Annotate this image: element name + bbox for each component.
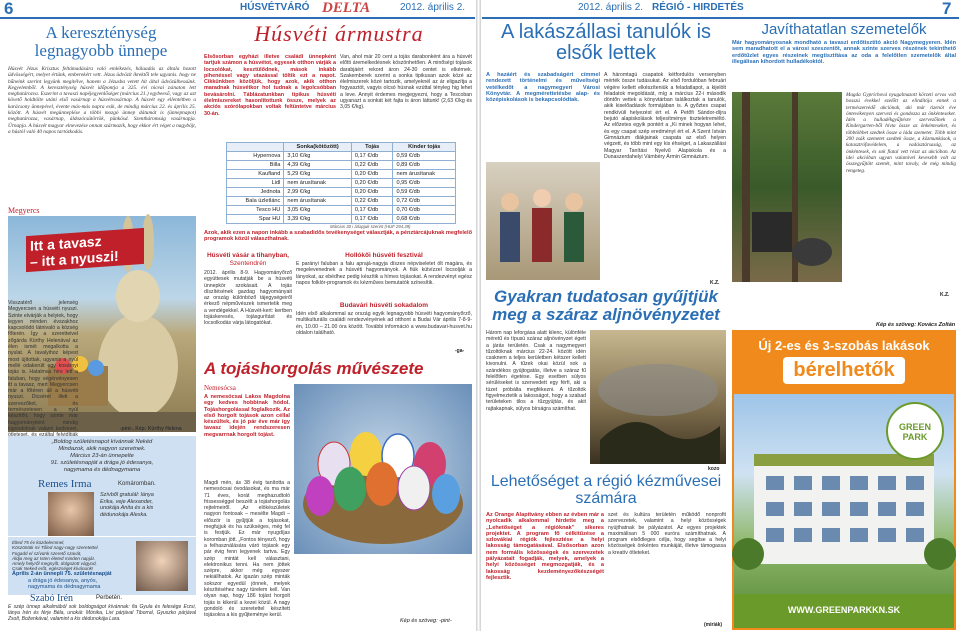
price-table-header: Sonka(kötözött)	[284, 143, 352, 152]
memorial-role: nagymama és dédnagymama	[28, 584, 101, 590]
price-table-header: Tojás	[351, 143, 393, 152]
verse-line: Élted 75 év küzdelemmel,	[12, 540, 65, 545]
opportunity-lead: Az Orange Alapítvány ebben az évben már a nyolcadik alkalommal hirdette meg a „Lehetőséget a régióknak” sikeres projektet. A program fő célkitűzése a szlovákiai régiók fejlesztése a helyi lakosság támogatásával. Elsősorban azon nem formális közösségek és szervezetek pályázatait fogadják, melyek, amelyek a helyi közösséget megmozgatják, és a lakosság kezdeményezőkészségét fejlesztik.	[486, 512, 604, 581]
budavari-signature: -ga-	[455, 348, 465, 354]
left-page-header	[0, 0, 475, 19]
table-row	[227, 197, 456, 206]
price-table-header	[227, 143, 284, 152]
litterers-photo-caption: Kép és szöveg: Kovács Zoltán	[876, 322, 956, 328]
egg-price: 0,22 €/db	[351, 161, 393, 170]
table-row	[227, 161, 456, 170]
page-gutter	[476, 0, 481, 631]
birthday-greeting	[12, 439, 192, 474]
wildfire-signature: kozo	[708, 466, 720, 472]
right-section-label: RÉGIÓ - HIRDETÉS	[652, 2, 744, 13]
left-page	[0, 0, 475, 631]
memorial-date-line: Április 2-án ünnepli 75. születésnapját	[12, 571, 112, 577]
opportunity-signature: (miriák)	[704, 622, 723, 628]
store-name: Billa	[227, 161, 284, 170]
egg-price: 0,17 €/db	[351, 215, 393, 224]
store-name: Bala üzletlánc	[227, 197, 284, 206]
memorial-dear: a drága jó édesanya, anyós,	[28, 578, 98, 584]
price-survey-body: Van, ahol már 20 cent a tojás darabonként ára a húsvét előtti áremelkedésnek köszönhetően. A minőségi tojások darabjáért rekord áron 24-30 centet is elkérnek. Szakemberek szerint a sonka tipikusan azok közé az élelmiszerek közé tartozik, amelyeknél az ár eligazítja a fogyasztót, vagyis olcsó húsnak ezúttal tényleg hig lehet a leve. Annyit érdemes megjegyezni, hogy a Tescoban ugyanazt a sonkát két fajta is áron láttunk! (2,63 €/kg és 3,05 €/kg).	[340, 54, 472, 111]
right-page-header	[482, 0, 959, 19]
egg-crochet-body: Magdi mén, ás 38 évig tanította a nemesócsai óvodásokat, és ma már 71 éves, korát meghazudtoló frissességgel beszélt a tojáshorgolás rejtelmeiről. „Az elökészületek nagyon fontosak – mesélte Magdi – először is gyűjtjük a tojásokat, megfujjuk és ha szükséges, még fel is festjük. Ez már nyugdíjas koromban jött. „Fontos tényező, hogy a felhasználására váró tojások egy pár évig fenn legyenek tartva. Egy szép mintát kell választani, elektronikus tenni. Ha nem jöttek szépre, akkor még egyszer nekiállhatok. Az igazán szép minták sokszor egyedül jönnek, melyek készítéséhez nagy türelem kell. Van olyan nap, hogy 186 tojást horgolt tojás is kikerül a kezei közül. A nagy gondoló és szeretettel készített tojásokra a kis gyűjteménye kerül.	[204, 480, 290, 619]
right-issue-date: 2012. április 2.	[578, 2, 644, 13]
store-name: Lidl	[227, 179, 284, 188]
crocheted-eggs-photo	[294, 384, 472, 554]
apartment-building-rendering	[734, 394, 954, 594]
memorial-place: Perbetén.	[96, 595, 123, 601]
forest-illustration	[732, 92, 842, 282]
green-park-logo: GREEN PARK	[886, 402, 944, 460]
students-headline: A lakászállasi tanulók is elsők lettek	[500, 21, 712, 64]
event-body-budavari: Idén első alkalommal az ország egyik legnagyobb húsvéti hagyományőrző, multikulturális családi rendezvényének ad otthont a Budai Vár április 7-8-9-én, 10.00 – 21.00 óra között. További információ a www.budavari-husvet.hu oldalon található.	[296, 311, 472, 336]
egg-crochet-lead: A nemesócsai Lakos Magdolna egy kedves hobbinak hódol. Tojáshorgolással foglalkozik. Az első horgolt tojások azon céllal készültek, és jó pár éve már így tavasz idején rendszeresen megvarrnak horgolt tojást.	[204, 394, 290, 438]
store-name: Spar HU	[227, 215, 284, 224]
birthday-line: 91. születésnapját a drága jó édesanya,	[50, 460, 154, 466]
egg-crochet-signature: Kép és szöveg: -pint-	[400, 618, 452, 624]
ham-price: nem árusítanak	[284, 179, 352, 188]
kinder-price: 0,72 €/db	[393, 197, 456, 206]
table-row	[227, 170, 456, 179]
birthday-line: „Boldog születésnapot kívánnak Nekéd	[51, 439, 153, 445]
celebrant-name: Remes Irma	[38, 478, 92, 490]
kinder-price: 0,59 €/db	[393, 188, 456, 197]
students-body: A háromtagú csapatok kétfordulós versenyben mérték össze tudásukat. Az első fordulóban februári végére kellett elkészíteniük a feladatlapot, a kijelölt feladatok megoldását, míg a március 22-i második döntőn vettek a könyvtárban találkoztak a tanulók, akik kiselőadások formájában is. A győztes csapat rendkívüli helyezést ért el. A Petőfi Sándor-díjra bejutó alapiskolások teljesítménye tiszteletreméltó. Az előzetes egyik pontért a „Ki minek hogyan lehet, és egy csapat szép eredményt ért el. A Szent István Gimnázium diákjainak csapata az első helyen végzett, és több mint egy kis éhséget, a Lakaszállási Magyar Tanítási Nyelvű Alapiskola és a Dunaszerdahelyi Vámbéry Ármin Gimnázium.	[604, 72, 726, 160]
christianity-body: Húsvét Jézus Krisztus feltámadására való emlékezés, hálaadás az általa hozott üdvösségért, melyet értünk, emberekért vett. Jézus üdvözít ikrektől tele ugyanis. hogy ne bűneink szerint legyünk megítélve, hanem a Jézusba vetett hit által üdvözülhessünk. Kegyelemből. A kereszténység húsvét időpontja a 325. évi niceai zsinaton lett meghatározva. Eszerint a tavaszi napéjegyenlőséget (március 21.) egybeeső, vagy az azt követő holdtölte utáni első vasárnap a húsvétvasárnap. A húsvét egy ellentétben a karácsony ünnepével, évente más-más napra esik, de mindig március 22. és április 25. között. A húsvét megünneplése a többi mozgó ünnep dátumát is (ünnepnapot) meghatározza, vasárnap, áldozócsütörtök, pünkösd. Szentháromság vasárnapja. Úrnapja. A húsvét magyar elnevezése onnan származik, hogy ekkor ért véget a nagyböjt, a hústól való 40 napos tartózkodás.	[8, 66, 196, 135]
memorial-name: Szabó Irén	[30, 593, 74, 604]
students-photo	[486, 162, 600, 280]
kinder-price: nem árusítanak	[393, 170, 456, 179]
kinder-price: 0,95 €/db	[393, 179, 456, 188]
verse-line: Csak Neked erőt, egészséget kívánunk!	[12, 566, 94, 572]
page-number: 6	[4, 0, 14, 18]
celebrant-place: Komáromban.	[118, 481, 156, 487]
wildfire-headline: Gyakran tudatosan gyűjtjük meg a száraz aljnövényzetet	[492, 287, 720, 324]
section-label: HÚSVÉTVÁRÓ	[240, 2, 310, 13]
celebrant-photo	[48, 492, 94, 536]
egg-price: 0,17 €/db	[351, 152, 393, 161]
ham-price: 4,39 €/kg	[284, 161, 352, 170]
nemesocsa-kicker: Nemesócsa	[204, 384, 236, 392]
ham-price: 5,29 €/kg	[284, 170, 352, 179]
ad-banner	[734, 332, 954, 394]
verse-line: Áldja meg az Isten életed minden napját.	[12, 555, 95, 561]
ad-apartments-line: Új 2-es és 3-szobás lakások	[758, 338, 930, 353]
ham-price: 3,10 €/kg	[284, 152, 352, 161]
spring-signature: -pint-, Kép: Kürthy Helena	[120, 426, 182, 432]
egg-price: 0,22 €/db	[351, 197, 393, 206]
egg-price: 0,20 €/db	[351, 170, 393, 179]
store-name: Tesco HU	[227, 206, 284, 215]
store-name: Jednota	[227, 188, 284, 197]
kinder-price: 0,70 €/db	[393, 206, 456, 215]
students-signature: K.Z.	[710, 280, 720, 286]
litterers-signature: K.Z.	[940, 292, 950, 298]
event-title-szentendre: Húsvéti vásár a tihanyban,	[206, 252, 289, 259]
birthday-line: nagymama és dédnagymama	[63, 467, 141, 473]
birthday-wishers: Szívből gratulál: lánya Erika, veje Alexander, unokája Anita és a kis dédunokája Alexka.	[100, 492, 154, 518]
price-table-header: Kinder tojás	[393, 143, 456, 152]
ham-price: 3,05 €/kg	[284, 206, 352, 215]
students-group-illustration	[486, 162, 600, 280]
burning-field-illustration	[590, 330, 726, 464]
litterers-lead: Már hagyományosnak mondható a tavaszi erdőtisztító akció Nagymegyeren. Idén sem maradhatott el a városi szeszentőt, annak szinte szerves részének tekinthető erdőtűzlet egyes részeinek megtisztítása az oda a felelőtlen szemetelők által illegálisan kihordott hulladékoktól.	[732, 40, 956, 65]
megyercs-kicker: Megyercs	[8, 206, 40, 215]
price-survey-lead: Elsősorban egyházi illetve családi ünnepként tartjuk számon a húsvétot, egyesek otthon várják a locsolókat, kesztülődnek, mások inkább pihenéssel vagy utazással töltik ezt a napot. Cikkünkben közöljük, hogy azok, akik otthon maradnak húsvétkor hol tudnak a legolcsóbban bevásárolni. Táblázatunkban tipikus húsvéti élelmiszereket hasonlítottunk össze, melyek az akciós szórólapokban voltak feltüntetve március 30-án.	[204, 54, 336, 117]
store-name: Hypernova	[227, 152, 284, 161]
price-table-header-row	[227, 143, 456, 152]
green-park-ad[interactable]	[732, 330, 956, 630]
birthday-box-szabo	[8, 537, 196, 595]
spring-body-narrow: Visszatérő jelenség Megyercsen a húsvéti nyuszi. Szinte elvárják a helyiek, hogy legyen minden évszakhoz kapcsolódó látnivaló a község főterén. Így a szeretteivel zőgárda Kürthy Helenával az élen ismét megalkotta a nyulat. A tavalyihoz képest most újítottak, ugyanis a nyúl mellé odakerült egy kosárnyi tojás is. Hatalmas híre lett a faluban, hogy végérvényesen itt a tavasz, mert Megyercsen már a főtéren áll a húsvéti nyuszi. Dicséret illeti a szervezőket, és természetesen a nyúl készítőit, hogy szinte már hagyományként mindig kigondolnak valami kedveset,	[8, 300, 78, 432]
ham-price: nem árusítanak	[284, 197, 352, 206]
birthday-line: Március 23-án ünnepelte	[70, 453, 134, 459]
christianity-headline: A kereszténység legnagyobb ünnepe	[34, 23, 168, 60]
egg-price: 0,17 €/db	[351, 206, 393, 215]
table-row	[227, 206, 456, 215]
right-page-number: 7	[942, 0, 952, 18]
egg-price: 0,20 €/db	[351, 179, 393, 188]
spring-headline-1: Itt a tavasz	[30, 232, 102, 254]
table-row	[227, 179, 456, 188]
issue-date: 2012. április 2.	[400, 2, 466, 13]
memorial-verse	[12, 540, 122, 572]
price-table	[226, 142, 456, 224]
litterers-body: Magda Gyprichová nyugalmazott körzeti orvos volt hosszú évekkel ezelőtt az elindítója ennek a természetvédő akciónak, aki már tizenöt éve öntevékenyen szervezi és gondozza az önkénteseket. Idén a hulladékgyűjtésre szervezőinek a Kindergarten-ből hívta össze az önkénteseket, és többtöbbet szedtek össze a láda szemetet. Több mint 200 zsák szemetet szedtek össze, a közmunkások, a katasztrófavédelem, a vadásztársaság, az önkéntesek, és sok fiatal vett részt az akcióban. Az idei akcióban ugyan valamivel kevesebb volt az összegyűjtött szemét, mint tavaly, de még mindig rengeteg.	[846, 92, 956, 174]
ham-price: 2,99 €/kg	[284, 188, 352, 197]
table-note: Március 30 i árlapjuk szerint (HUF 294,39)	[330, 224, 411, 229]
event-body-szentendre: 2012. április 8-9. Hagyományőrző együttesek mutatják be a húsvéti ünnepkör szokásait. A tojás díszítésének gazdag hagyományait az ország különböző tájegységeiről érkező népművészek ismertetik meg a vendégekkel. A Húsvét-kert: kertben tojáskeresés, tojásgurítást és locsolkodás várja látogatókat.	[204, 270, 292, 327]
price-survey-footer: Azok, akik ezen a napon inkább a szabadidős tevékenységet választják, a pénztárcájuknak megfelelő programok közül választhatnak.	[204, 230, 472, 243]
forest-cleanup-photo	[732, 92, 842, 282]
wildfire-body: Három nap leforgása alatt kilenc, különféle méretű és típusú száraz aljnövényzet égett a járás területén. Csak a nagymegyeri tűzoltóknak március 22-24. között idén csaknem a teljes kerületben kétszer kellett kivonulni. A tűzek okai közül sok a szándékos gyújtogatás, illetve a száraz fű felelőtlen égetése. Egy esetben súlyos sérüléseket is szenvedett egy férfi, aki a tüzet próbálta megfékezni. A tűzoltók figyelmeztetik a lakosságot, hogy a szabad területeken tilos a tűzgyújtás, és akit rajtakapnak, súlyos bírságra számíthat.	[486, 330, 586, 412]
birthday-box-remes	[8, 436, 196, 536]
table-row	[227, 188, 456, 197]
memorial-closing: E szép ünnep alkalmából sok boldogságot kívánnak: fia Gyula és felesége Erzsi, lánya Irén és férje Béla, unokái: Mónika, Livi párjával Tiborral, Gyuszko párjával Zsolt, Boženkával, valamint a kis dédunokája Lara.	[8, 604, 196, 622]
egg-price: 0,20 €/db	[351, 188, 393, 197]
opportunity-body: szet és kultúra területén működő nonprofit szervezetek, valamint a helyi közösségek nyújthatnak be pályázatot. Az egyes projektek maximálisan 5 000 euróra számíthatnak. A program elsődleges célja, hogy segítse a helyi közösségek önkéntes munkáját, illetve támogassa a kreatív ötleteket.	[608, 512, 726, 556]
wildfire-photo	[590, 330, 726, 464]
delta-logo: DELTA	[322, 0, 371, 16]
verse-line: Amely helyről megnyílt, dolgozott vágyod,	[12, 561, 97, 567]
event-title-budavari: Budavári húsvéti sokadalom	[339, 302, 429, 309]
egg-crochet-headline: A tojáshorgolás művészete	[204, 359, 424, 378]
ad-website[interactable]: WWW.GREENPARKKN.SK	[734, 594, 954, 628]
students-lead: A hazáért és szabadságért címmel rendezett történelmi és műveltségi vetélkedőt a nagymegyeri Városi Könyvtár. A megmérettetésbe alap- és középiskolások is bekapcsolódtak.	[486, 72, 600, 104]
kinder-price: 0,89 €/db	[393, 161, 456, 170]
kinder-price: 0,59 €/db	[393, 152, 456, 161]
litterers-headline: Javíthatatlan szemetelők	[761, 21, 927, 38]
table-row	[227, 152, 456, 161]
kinder-price: 0,68 €/db	[393, 215, 456, 224]
memorial-photo	[136, 541, 188, 591]
ham-price: 3,39 €/kg	[284, 215, 352, 224]
right-page	[482, 0, 959, 631]
egg-crochet-body-cont	[294, 558, 472, 620]
event-body-hollokoi: E parányi faluban a falu aprajá-nagyja díszes népviseletet ölt magára, és megelevenednek a húsvéti hagyományok. A fiúk kútvízzel locsolják a lányokat, az ebédhez pedig készítik a hímes tojásokat. A rendezvényt egész napos folklór-programok és kézműves bemutatók színesítik.	[296, 261, 472, 286]
event-place-szentendre: Szentendrén	[229, 260, 267, 267]
store-name: Kaufland	[227, 170, 284, 179]
table-row	[227, 215, 456, 224]
spring-headline-2: – itt a nyuszi!	[30, 247, 119, 270]
event-title-hollokoi: Hollókői húsvéti fesztivál	[345, 252, 423, 259]
ad-rent-badge: bérelhetők	[783, 357, 904, 384]
price-survey-headline: Húsvéti ármustra	[254, 21, 424, 46]
opportunity-headline: Lehetőséget a régió kézművesei számára	[490, 473, 722, 507]
verse-line: Köszöntük mi Tőled nagy-nagy szeretettel.	[12, 545, 99, 551]
birthday-line: Mindazok, akik nagyon szeretnek.	[58, 446, 146, 452]
egg-basket-illustration	[294, 384, 472, 554]
verse-line: Fogadd el szívünk szerető szavát,	[12, 550, 82, 556]
